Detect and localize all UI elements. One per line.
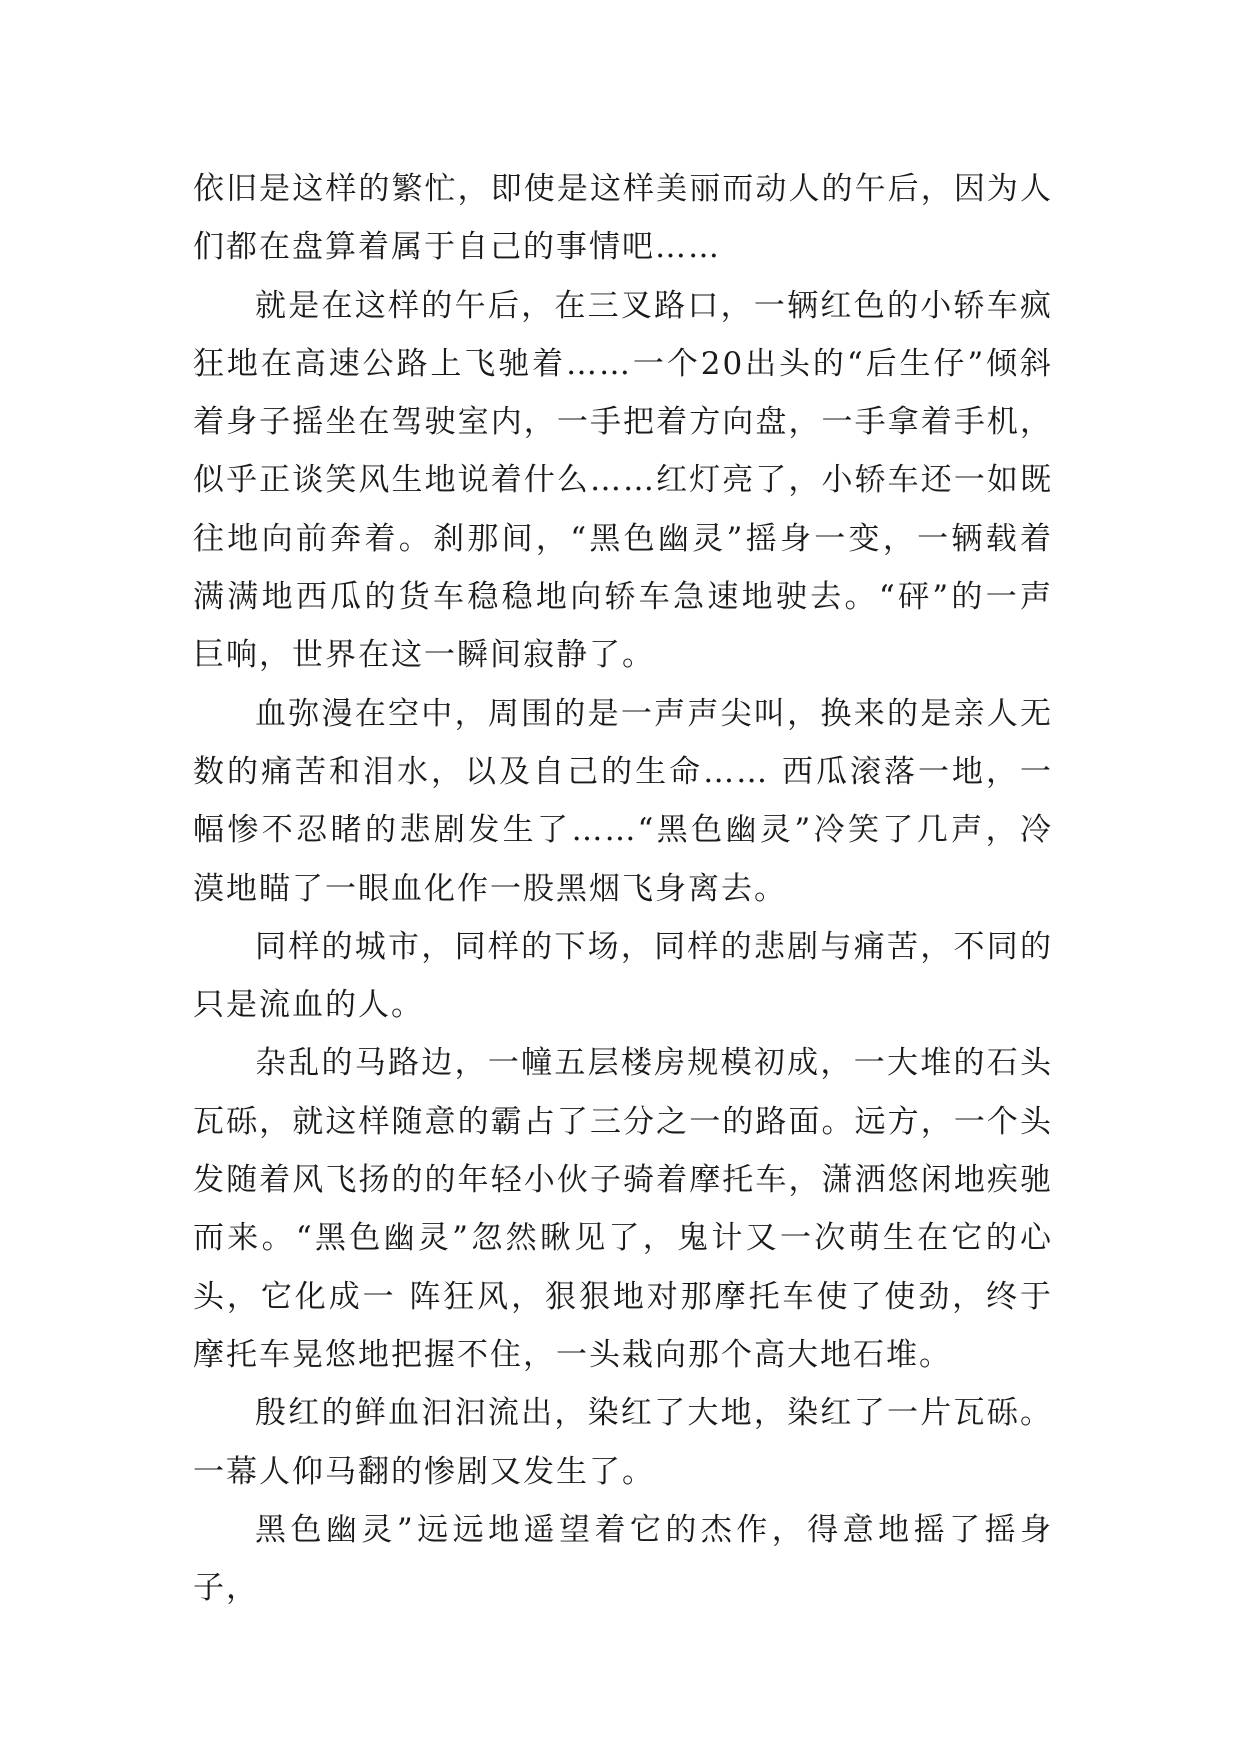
- paragraph-4: 同样的城市，同样的下场，同样的悲剧与痛苦，不同的只是流血的人。: [193, 928, 1053, 1024]
- paragraph-6: 殷红的鲜血汩汩流出，染红了大地，染红了一片瓦砾。一幕人仰马翻的惨剧又发生了。: [193, 1395, 1053, 1490]
- paragraph-1: 依旧是这样的繁忙，即使是这样美丽而动人的午后，因为人们都在盘算着属于自己的事情吧……: [193, 171, 1053, 266]
- paragraph-3: 血弥漫在空中，周围的是一声声尖叫，换来的是亲人无数的痛苦和泪水，以及自己的生命…… 西瓜滚落一地，一幅惨不忍睹的悲剧发生了……“黑色幽灵”冷笑了几声，冷漠地瞄了一眼血化作一股黑烟飞身离去。: [193, 695, 1053, 907]
- paragraph-7: 黑色幽灵”远远地遥望着它的杰作，得意地摇了摇身子，: [193, 1511, 1053, 1607]
- paragraph-5: 杂乱的马路边，一幢五层楼房规模初成，一大堆的石头瓦砾，就这样随意的霸占了三分之一的路面。远方，一个头发随着风飞扬的的年轻小伙子骑着摩托车，潇洒悠闲地疾驰而来。“黑色幽灵”忽然瞅见了，鬼计又一次萌生在它的心头，它化成一 阵狂风，狠狠地对那摩托车使了使劲，终于摩托车晃悠地把握不住，一头栽向那个高大地石堆。: [193, 1045, 1053, 1373]
- article-body: [193, 160, 1053, 1617]
- paragraph-2: 就是在这样的午后，在三叉路口，一辆红色的小轿车疯狂地在高速公路上飞驰着……一个20出头的“后生仔”倾斜着身子摇坐在驾驶室内，一手把着方向盘，一手拿着手机，似乎正谈笑风生地说着什么……红灯亮了，小轿车还一如既往地向前奔着。刹那间，“黑色幽灵”摇身一变，一辆载着满满地西瓜的货车稳稳地向轿车急速地驶去。“砰”的一声巨响，世界在这一瞬间寂静了。: [193, 287, 1053, 674]
